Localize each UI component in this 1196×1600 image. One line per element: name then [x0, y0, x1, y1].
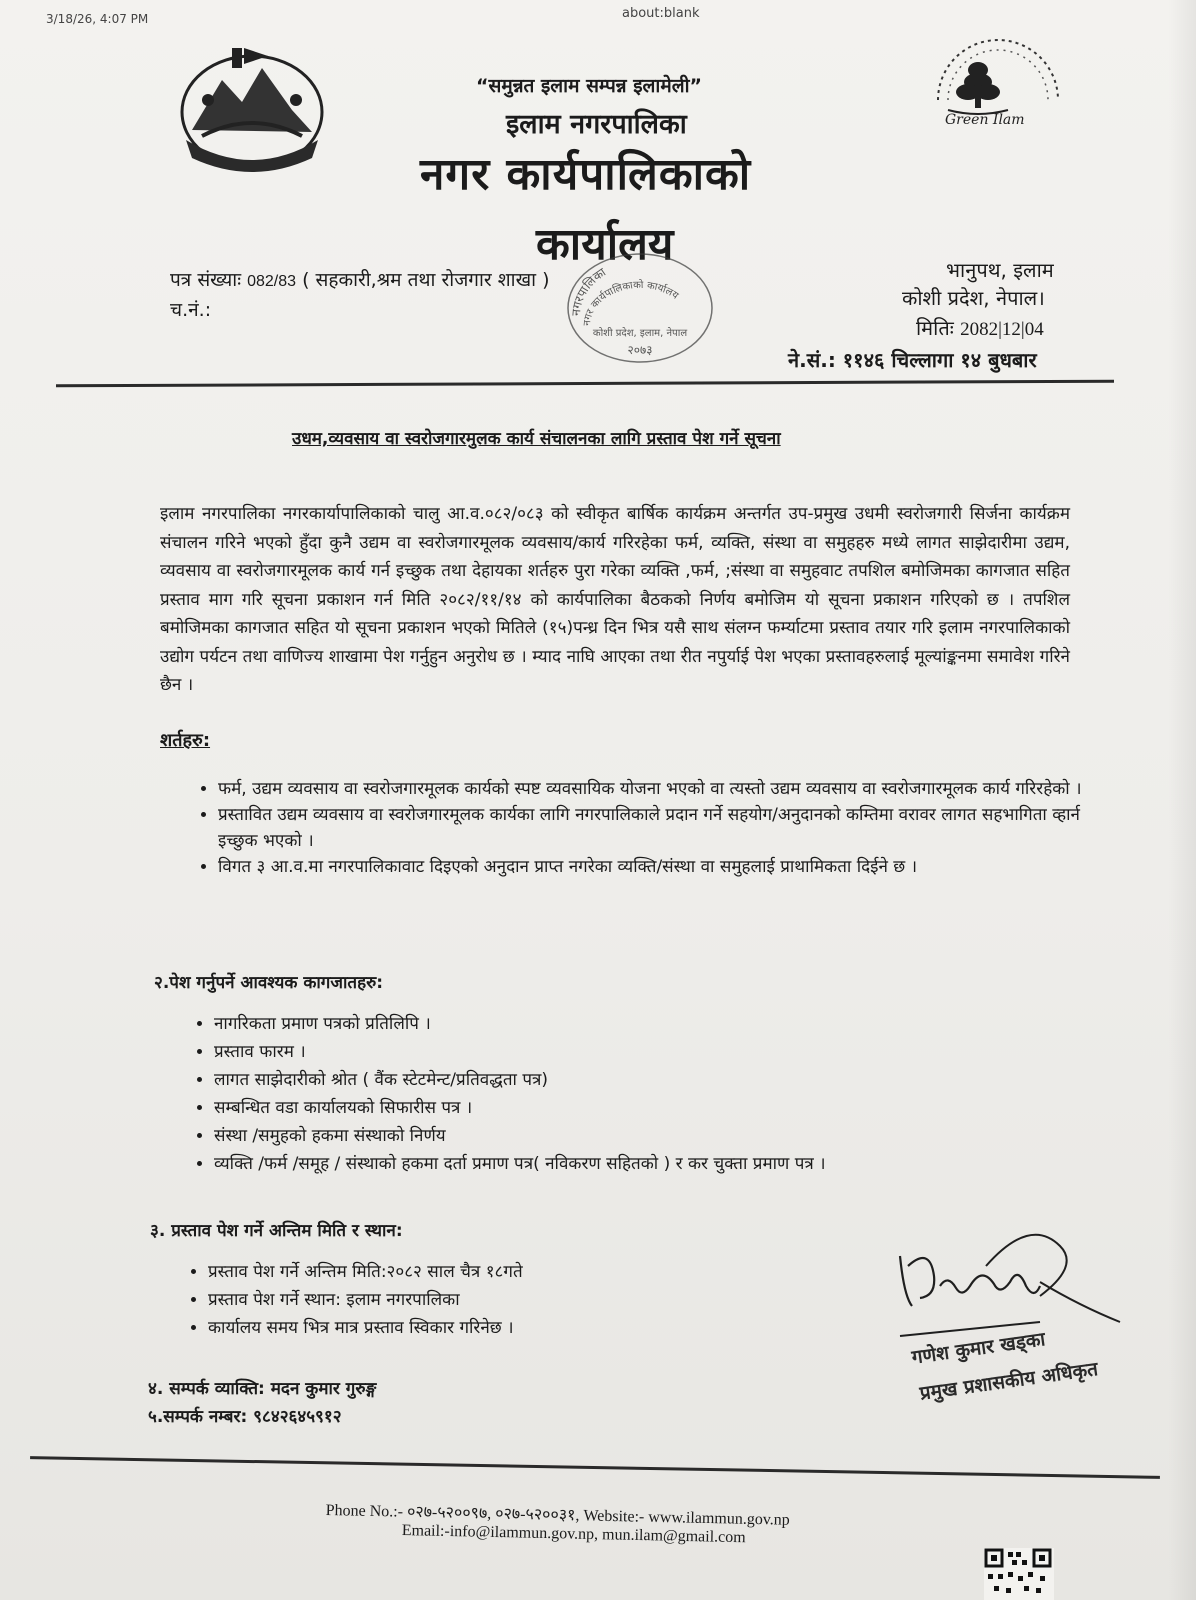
- documents-heading: २.पेश गर्नुपर्ने आवश्यक कागजातहरु:: [154, 973, 384, 993]
- conditions-list: [194, 776, 1098, 880]
- signature-mark: [890, 1226, 1130, 1346]
- footer-email: Email:-info@ilammun.gov.np, mun.ilam@gmail.com: [401, 1522, 746, 1547]
- signatory-title: प्रमुख प्रशासकीय अधिकृत: [918, 1357, 1100, 1405]
- contact-person: ४. सम्पर्क व्याक्ति: मदन कुमार गुरुङ्ग: [148, 1379, 377, 1399]
- document-item: • नागरिकता प्रमाण पत्रको प्रतिलिपि ।: [214, 1010, 1094, 1038]
- seal-text-arc-2: नगर कार्यपालिकाको कार्यालय: [581, 279, 681, 327]
- documents-list: [190, 1010, 1094, 1178]
- deadline-item: • प्रस्ताव पेश गर्ने स्थान: इलाम नगरपालिका: [208, 1286, 908, 1314]
- header-divider: [56, 380, 1114, 388]
- letter-date: [916, 314, 1044, 341]
- conditions-heading: शर्तहरु:: [160, 730, 211, 751]
- print-timestamp: 3/18/26, 4:07 PM: [46, 12, 149, 26]
- document-item: • संस्था /समुहको हकमा संस्थाको निर्णय: [214, 1122, 1094, 1150]
- address-line1: भानुपथ, इलाम: [946, 258, 1054, 282]
- signatory-name: गणेश कुमार खड्का: [910, 1328, 1047, 1369]
- seal-text-year: २०७३: [627, 343, 653, 357]
- condition-item: • प्रस्तावित उद्यम व्यवसाय वा स्वरोजगारमूलक कार्यका लागि नगरपालिकाले प्रदान गर्ने सहयोग/अनुदानको कम्तिमा वरावर लागत सहभागिता व्हार्न इच्छुक भएको ।: [218, 802, 1098, 854]
- document-item: • व्यक्ति /फर्म /समूह / संस्थाको हकमा दर्ता प्रमाण पत्र( नविकरण सहितको ) र कर चुक्ता प्रमाण पत्र ।: [214, 1150, 1094, 1178]
- deadline-list: [184, 1258, 908, 1342]
- seal-text-location: कोशी प्रदेश, इलाम, नेपाल: [592, 328, 688, 339]
- condition-item: • विगत ३ आ.व.मा नगरपालिकावाट दिइएको अनुदान प्राप्त नगरेका व्यक्ति/संस्था वा समुहलाई प्राथामिकता दिईने छ ।: [218, 854, 1098, 880]
- footer-divider: [30, 1456, 1160, 1479]
- address-line2: कोशी प्रदेश, नेपाल।: [902, 286, 1045, 310]
- date-label: मितिः: [916, 316, 954, 340]
- document-item: • लागत साझेदारीको श्रोत ( वैंक स्टेटमेन्ट/प्रतिवद्धता पत्र): [214, 1066, 1094, 1094]
- deadline-item: • कार्यालय समय भित्र मात्र प्रस्ताव स्विकार गरिनेछ ।: [208, 1314, 908, 1342]
- reference-label: पत्र संख्याः: [170, 269, 242, 291]
- green-ilam-label: Green Ilam: [945, 112, 1025, 128]
- dispatch-number-label: च.नं.:: [170, 299, 212, 321]
- reference-number: 082/83: [247, 273, 297, 290]
- document-item: • प्रस्ताव फारम ।: [214, 1038, 1094, 1066]
- print-url: about:blank: [622, 6, 700, 21]
- office-title-line1: नगर कार्यपालिकाको: [420, 149, 752, 200]
- deadline-item: • प्रस्ताव पेश गर्ने अन्तिम मिति:२०८२ साल चैत्र १८गते: [208, 1258, 908, 1286]
- deadline-heading: ३. प्रस्ताव पेश गर्ने अन्तिम मिति र स्थान:: [150, 1221, 403, 1241]
- municipality-name: इलाम नगरपालिका: [506, 109, 687, 140]
- seal-text-arc: नगरपालिका: [568, 265, 609, 317]
- nepal-samvat-date: ने.सं.: ११४६ चिल्लागा १४ बुधबार: [788, 348, 1037, 372]
- nepal-emblem-icon: [172, 40, 332, 176]
- office-seal-stamp: [560, 246, 720, 366]
- qr-code-icon: [984, 1548, 1054, 1600]
- reference-section: ( सहकारी,श्रम तथा रोजगार शाखा ): [302, 269, 550, 291]
- svg-text:नगर कार्यपालिकाको कार्यालय: [582, 279, 680, 326]
- notice-subject: उधम,व्यवसाय वा स्वरोजगारमुलक कार्य संचालनका लागि प्रस्ताव पेश गर्ने सूचना: [292, 429, 781, 449]
- date-value: 2082|12|04: [960, 319, 1044, 340]
- page-edge-shadow: [1168, 0, 1196, 1600]
- letter-reference: [170, 266, 549, 292]
- document-item: • सम्बन्धित वडा कार्यालयको सिफारीस पत्र ।: [214, 1094, 1094, 1122]
- footer-phone-website: Phone No.:- ०२७-५२००९७, ०२७-५२००३१, Website:- www.ilammun.gov.np: [325, 1501, 790, 1529]
- svg-text:नगरपालिका: [569, 265, 609, 317]
- notice-body: इलाम नगरपालिका नगरकार्यापालिकाको चालु आ.व.०८२/०८३ को स्वीकृत बार्षिक कार्यक्रम अन्तर्गत उप-प्रमुख उधमी स्वरोजगारी सिर्जना कार्यक्रम संचालन गरिने भएको हुँदा कुनै उद्यम वा स्वरोजगारमूलक व्यवसाय/कार्य गरिरहेका फर्म, व्यक्ति, संस्था वा समुहहरु मध्ये लागत साझेदारीमा उद्यम, व्यवसाय वा स्वरोजगारमूलक कार्य गर्न इच्छुक तथा देहायका शर्तहरु पुरा गरेका व्यक्ति ,फर्म, ;संस्था वा समुहवाट तपशिल बमोजिमका कागजात सहित प्रस्ताव माग गरि सूचना प्रकाशन गर्न मिति २०८२/११/१४ को कार्यपालिका बैठकको निर्णय बमोजिम यो सूचना प्रकाशन गरिएको छ । तपशिल बमोजिमका कागजात सहित यो सूचना प्रकाशन भएको मितिले (१५)पन्ध्र दिन भित्र यसै साथ संलग्न फर्म्याटमा प्रस्ताव तयार गरि इलाम नगरपालिकाको उद्योग पर्यटन तथा वाणिज्य शाखामा पेश गर्नुहुन अनुरोध छ । म्याद नाघि आएका तथा रीत नपुर्याई पेश भएका प्रस्तावहरुलाई मूल्यांङ्कनमा समावेश गरिने छैन ।: [160, 504, 1070, 695]
- office-title-line2: कार्यालय: [536, 219, 674, 270]
- letterhead-motto: “समुन्नत इलाम सम्पन्न इलामेली”: [476, 75, 703, 97]
- contact-number: ५.सम्पर्क नम्बर: ९८४२६४५९१२: [148, 1407, 342, 1427]
- condition-item: • फर्म, उद्यम व्यवसाय वा स्वरोजगारमूलक कार्यको स्पष्ट व्यवसायिक योजना भएको वा त्यस्तो उद्यम व्यवसाय वा स्वरोजगारमूलक कार्य गरिरहेको ।: [218, 776, 1098, 802]
